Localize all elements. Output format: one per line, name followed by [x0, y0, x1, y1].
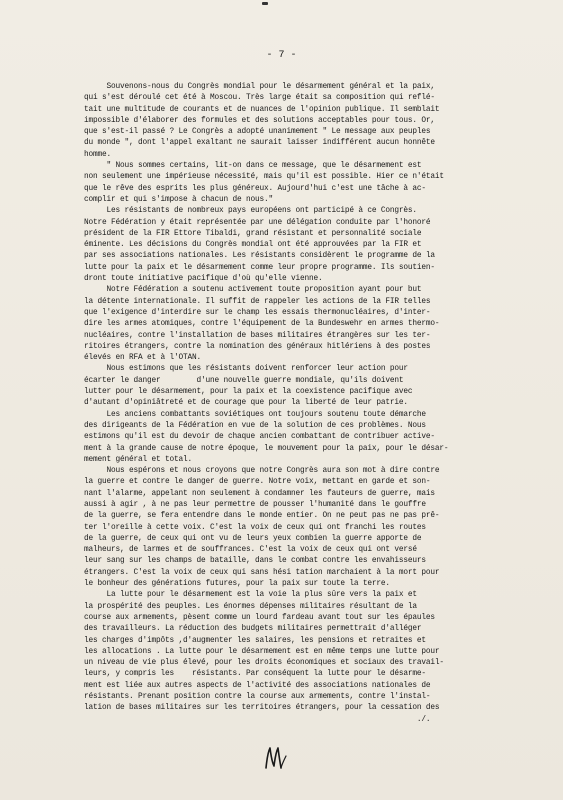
text-line: estimons qu'il est du devoir de chaque ancien combattant de contribuer active-: [84, 433, 435, 442]
text-line: résistants. Prenant position contre la course aux armements, contre l'instal-: [84, 693, 431, 702]
text-line: impossible d'élaborer des formules et des solutions acceptables pour tous. Or,: [84, 116, 435, 125]
text-line: que le rêve des esprits les plus généreux. Aujourd'hui c'est une tâche à ac-: [84, 184, 426, 193]
text-line: Nous estimons que les résistants doivent renforcer leur action pour: [84, 365, 408, 374]
text-line: la détente internationale. Il suffit de rappeler les actions de la FIR telles: [84, 297, 431, 306]
text-line: ritoires étrangers, contre la nomination des généraux hitlériens à des postes: [84, 342, 431, 351]
text-line: la prospérité des peuples. Les énormes dépenses militaires résultant de la: [84, 602, 417, 611]
text-line: Notre Fédération a soutenu activement toute proposition ayant pour but: [84, 286, 422, 295]
text-line: président de la FIR Ettore Tibaldi, grand résistant et personnalité sociale: [84, 229, 422, 238]
text-line: qui s'est déroulé cet été à Moscou. Très large était sa composition qui reflé-: [84, 94, 435, 103]
text-line: dront toute initiative pacifique d'où qu'elle vienne.: [84, 275, 323, 284]
body-text: [84, 82, 514, 726]
page-number: - 7 -: [266, 50, 297, 61]
text-line: lutter pour le désarmement, pour la paix et la coexistence pacifique avec: [84, 388, 413, 397]
text-line: des travailleurs. La réduction des budgets militaires permettrait d'alléger: [84, 625, 422, 634]
text-line: ment à la grande cause de notre époque, le mouvement pour la paix, pour le désar-: [84, 444, 449, 453]
text-line: Les résistants de nombreux pays européens ont participé à ce Congrès.: [84, 207, 417, 216]
text-line: ment est liée aux autres aspects de l'activité des associations nationales de: [84, 681, 431, 690]
text-line: non seulement une impérieuse nécessité, mais qu'il est possible. Hier ce n'était: [84, 173, 444, 182]
text-line: ./.: [84, 715, 431, 724]
text-line: d'autant d'opiniâtreté et de courage que pour la liberté de leur patrie.: [84, 399, 408, 408]
text-line: étrangers. C'est la voix de ceux qui sans hési tation marchaient à la mort pour: [84, 568, 440, 577]
text-line: leur sang sur les champs de bataille, dans le combat contre les envahisseurs: [84, 557, 426, 566]
text-line: leurs, y compris les résistants. Par conséquent la lutte pour le désarme-: [84, 670, 426, 679]
text-line: les allocations . La lutte pour le désarmement est en même temps une lutte pour: [84, 647, 440, 656]
text-line: la guerre et contre le danger de guerre. Notre voix, mettant en garde et son-: [84, 478, 431, 487]
text-line: par ses associations nationales. Les résistants considèrent le programme de la: [84, 252, 435, 261]
text-line: que l'exigence d'interdire sur le champ les essais thermonucléaires, d'inter-: [84, 308, 431, 317]
text-line: du monde ", dont l'appel exaltant ne saurait laisser indifférent aucun honnête: [84, 139, 435, 148]
staple-mark: [262, 2, 268, 5]
text-line: ter l'oreille à cette voix. C'est la voix de ceux qui ont franchi les routes: [84, 523, 426, 532]
text-line: écarter le danger d'une nouvelle guerre mondiale, qu'ils doivent: [84, 376, 404, 385]
text-line: La lutte pour le désarmement est la voie la plus sûre vers la paix et: [84, 591, 417, 600]
text-line: nucléaires, contre l'installation de bases militaires étrangères sur les ter-: [84, 331, 431, 340]
text-line: éminente. Les décisions du Congrès mondial ont été approuvées par la FIR et: [84, 241, 422, 250]
text-line: aussi à agir , à ne pas leur permettre de pousser l'humanité dans le gouffre: [84, 500, 426, 509]
text-line: Souvenons-nous du Congrès mondial pour le désarmement général et la paix,: [84, 83, 435, 91]
text-line: Les anciens combattants soviétiques ont toujours soutenu toute démarche: [84, 410, 426, 419]
text-line: nant l'alarme, appelant non seulement à condamner les fauteurs de guerre, mais: [84, 489, 435, 498]
text-line: homme.: [84, 150, 111, 159]
text-line: que s'est-il passé ? Le Congrès a adopté unanimement " Le message aux peuples: [84, 128, 431, 137]
text-line: mement général et total.: [84, 455, 192, 464]
handwritten-initials: [258, 742, 298, 772]
text-line: complir et qui s'impose à chacun de nous.": [84, 195, 273, 204]
text-line: de la guerre, se fera entendre dans le monde entier. On ne peut pas ne pas prê-: [84, 512, 440, 521]
text-line: course aux armements, pèsent comme un lourd fardeau avant tout sur les épaules: [84, 613, 435, 622]
text-line: le bonheur des générations futures, pour la paix sur toute la terre.: [84, 580, 390, 589]
text-line: malheurs, de larmes et de souffrances. C'est la voix de ceux qui ont versé: [84, 546, 417, 555]
text-line: des dirigeants de la Fédération en vue de la solution de ces problèmes. Nous: [84, 421, 426, 430]
text-line: Nous espérons et nous croyons que notre Congrès aura son mot à dire contre: [84, 467, 440, 476]
text-line: élevés en RFA et à l'OTAN.: [84, 354, 201, 363]
text-line: lutte pour la paix et le désarmement comme leur propre programme. Ils soutien-: [84, 263, 435, 272]
text-line: lation de bases militaires sur les territoires étrangers, pour la cessation des: [84, 704, 440, 713]
text-line: un niveau de vie plus élevé, pour les droits économiques et sociaux des travail-: [84, 659, 444, 668]
text-line: dire les armes atomiques, contre l'équipement de la Bundeswehr en armes thermo-: [84, 320, 440, 329]
text-line: Notre Fédération y était représentée par une délégation conduite par l'honoré: [84, 218, 431, 227]
text-line: tait une multitude de courants et de nuances de l'opinion publique. Il semblait: [84, 105, 440, 114]
text-line: " Nous sommes certains, lit-on dans ce message, que le désarmement est: [84, 162, 422, 171]
text-line: les charges d'impôts ,d'augmenter les salaires, les pensions et retraites et: [84, 636, 426, 645]
text-line: de la guerre, de ceux qui ont vu de leurs yeux combien la guerre apporte de: [84, 534, 422, 543]
